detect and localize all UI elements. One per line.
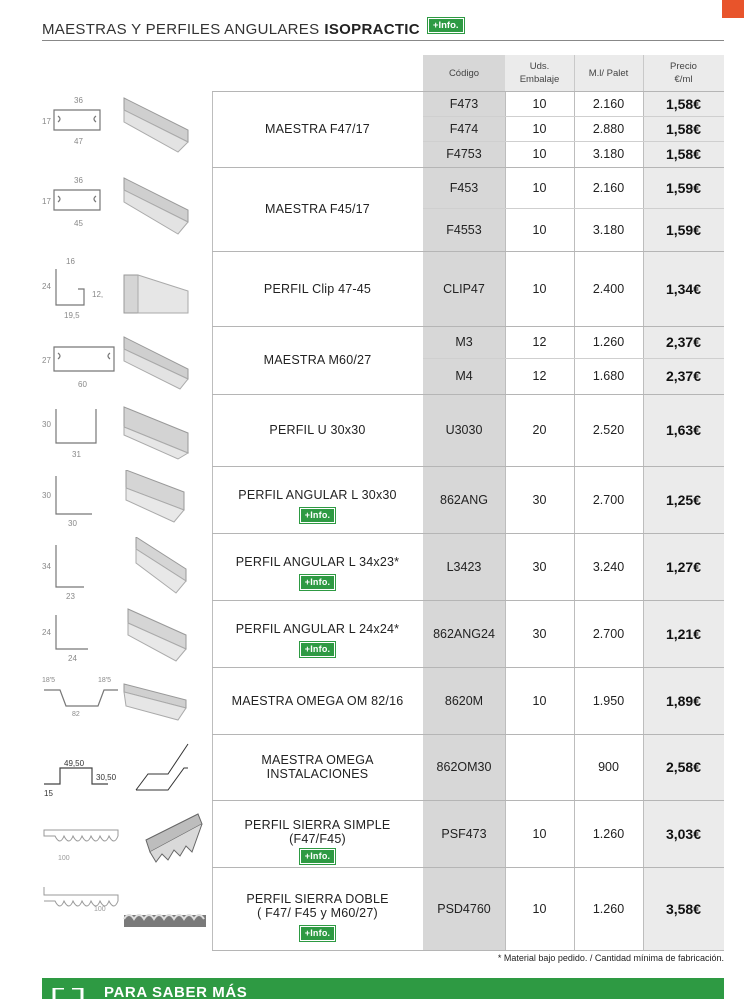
table-cell-uds: 10 bbox=[532, 222, 547, 237]
table-cell-uds: 12 bbox=[532, 369, 547, 383]
table-cell-uds: 20 bbox=[532, 423, 547, 437]
table-cell-uds bbox=[505, 734, 574, 800]
dim-label: 30 bbox=[42, 420, 51, 429]
dim-label: 24 bbox=[42, 282, 51, 291]
dim-label: 30 bbox=[68, 519, 77, 528]
table-cell-precio: 1,58€ bbox=[665, 146, 702, 162]
table-cell-precio: 2,37€ bbox=[665, 368, 702, 384]
product-info-badge[interactable]: +Info. bbox=[300, 926, 335, 941]
product-info-badge[interactable]: +Info. bbox=[300, 508, 335, 523]
table-cell-codigo: L3423 bbox=[446, 559, 482, 574]
table-cell-precio: 1,58€ bbox=[665, 95, 702, 112]
product-name: PERFIL U 30x30 bbox=[269, 423, 366, 437]
table-cell-uds: 10 bbox=[532, 121, 547, 136]
dim-label: 18'5 bbox=[98, 677, 112, 684]
table-cell-ml: 2.160 bbox=[592, 180, 625, 195]
table-cell-ml: 2.700 bbox=[592, 492, 625, 507]
column-header-codigo: Código bbox=[423, 55, 505, 91]
table-cell-codigo: M3 bbox=[455, 335, 473, 349]
profile-omega-instalaciones-drawing bbox=[38, 740, 198, 800]
profile-u-30x30-drawing bbox=[38, 403, 198, 461]
product-name: PERFIL ANGULAR L 24x24* +Info. bbox=[212, 600, 423, 667]
table-cell-precio: 1,63€ bbox=[665, 422, 702, 438]
table-cell-ml: 2.880 bbox=[592, 121, 625, 136]
product-name: PERFIL ANGULAR L 34x23* +Info. bbox=[212, 533, 423, 600]
product-name: MAESTRA OMEGA INSTALACIONES bbox=[261, 753, 374, 781]
table-cell-precio: 1,25€ bbox=[665, 491, 702, 508]
page-title-bold: ISOPRACTIC bbox=[324, 20, 420, 38]
product-name: PERFIL Clip 47-45 bbox=[263, 281, 372, 296]
dim-label: 24 bbox=[42, 628, 51, 637]
dim-label: 34 bbox=[42, 562, 51, 571]
table-cell-uds: 30 bbox=[532, 492, 547, 507]
dim-label: 36 bbox=[74, 176, 83, 185]
table-cell-uds: 30 bbox=[532, 626, 547, 641]
column-header-separator bbox=[643, 55, 644, 91]
table-cell-ml: 900 bbox=[598, 760, 619, 774]
profile-angular-l-30x30-drawing bbox=[38, 470, 198, 530]
product-name: PERFIL ANGULAR L 30x30 +Info. bbox=[212, 466, 423, 533]
column-header-precio: Precio €/ml bbox=[643, 55, 724, 91]
dim-label: 15 bbox=[44, 789, 53, 798]
table-cell-ml: 2.520 bbox=[592, 423, 625, 437]
profile-angular-l-24x24-drawing bbox=[38, 605, 198, 665]
table-cell-uds: 10 bbox=[532, 147, 547, 161]
para-saber-mas-banner bbox=[42, 978, 724, 999]
table-cell-uds: 30 bbox=[532, 559, 547, 574]
table-bottom-border bbox=[212, 950, 724, 951]
dim-label: 45 bbox=[74, 219, 83, 228]
profile-clip-47-45-drawing bbox=[38, 255, 198, 323]
table-cell-precio: 2,58€ bbox=[665, 759, 702, 775]
table-cell-codigo: F453 bbox=[449, 180, 479, 195]
page-title-light: MAESTRAS Y PERFILES ANGULARES bbox=[42, 20, 320, 38]
table-cell-codigo: U3030 bbox=[445, 423, 483, 437]
product-name: PERFIL SIERRA SIMPLE (F47/F45) +Info. bbox=[212, 800, 423, 867]
profile-omega-om-82-16-drawing bbox=[38, 672, 198, 730]
table-cell-ml: 3.240 bbox=[592, 559, 625, 574]
book-icon bbox=[52, 988, 84, 999]
table-cell-codigo: 862ANG24 bbox=[433, 626, 495, 641]
dim-label: 36 bbox=[74, 96, 83, 105]
corner-page-tab bbox=[722, 0, 744, 18]
dim-label: 47 bbox=[74, 137, 83, 146]
table-cell-ml: 3.180 bbox=[592, 147, 625, 161]
dim-label: 23 bbox=[66, 592, 75, 599]
table-cell-ml: 3.180 bbox=[592, 222, 625, 237]
dim-label: 12, bbox=[92, 290, 104, 299]
table-cell-codigo: F4553 bbox=[446, 222, 482, 237]
table-cell-precio: 1,21€ bbox=[665, 625, 702, 642]
dim-label: 100 bbox=[94, 906, 106, 913]
product-info-badge[interactable]: +Info. bbox=[300, 642, 335, 657]
table-cell-codigo: F4753 bbox=[446, 147, 482, 161]
product-info-badge[interactable]: +Info. bbox=[300, 849, 335, 864]
profile-f47-17-drawing bbox=[38, 92, 198, 162]
table-cell-codigo: 862OM30 bbox=[436, 760, 492, 774]
table-cell-uds: 10 bbox=[532, 281, 547, 296]
dim-label: 100 bbox=[58, 855, 70, 862]
table-cell-uds: 10 bbox=[532, 693, 547, 708]
dim-label: 30,50 bbox=[96, 773, 117, 782]
table-cell-codigo: 8620M bbox=[444, 693, 484, 708]
banner-title: PARA SABER MÁS bbox=[104, 984, 248, 999]
table-cell-codigo: CLIP47 bbox=[443, 281, 485, 296]
footnote: * Material bajo pedido. / Cantidad mínima de fabricación. bbox=[497, 953, 724, 963]
table-cell-precio: 1,58€ bbox=[665, 120, 702, 137]
product-name: MAESTRA F45/17 bbox=[265, 202, 370, 216]
table-cell-uds: 10 bbox=[532, 96, 547, 111]
table-cell-uds: 10 bbox=[532, 901, 547, 916]
table-cell-precio: 1,59€ bbox=[665, 221, 702, 238]
profile-m60-27-drawing bbox=[38, 335, 198, 393]
page-header bbox=[42, 17, 724, 41]
dim-label: 30 bbox=[42, 491, 51, 500]
dim-label: 27 bbox=[42, 356, 51, 365]
table-cell-ml: 1.950 bbox=[592, 693, 625, 708]
table-cell-ml: 2.700 bbox=[592, 626, 625, 641]
table-cell-codigo: 862ANG bbox=[440, 492, 488, 507]
table-cell-uds: 12 bbox=[532, 335, 547, 349]
product-name: MAESTRA M60/27 bbox=[263, 353, 372, 367]
product-name: MAESTRA F47/17 bbox=[265, 122, 370, 136]
column-header-separator bbox=[574, 55, 575, 91]
table-cell-codigo: PSD4760 bbox=[437, 901, 491, 916]
table-cell-ml: 1.260 bbox=[592, 826, 625, 841]
table-cell-ml: 2.400 bbox=[592, 281, 625, 296]
dim-label: 17 bbox=[42, 117, 51, 126]
profile-angular-l-34x23-drawing bbox=[38, 537, 198, 599]
product-info-badge[interactable]: +Info. bbox=[300, 575, 335, 590]
table-cell-ml: 2.160 bbox=[592, 96, 625, 111]
table-cell-ml: 1.680 bbox=[592, 369, 625, 383]
table-cell-ml: 1.260 bbox=[592, 901, 625, 916]
column-header-ml-palet: M.l/ Palet bbox=[574, 55, 643, 91]
table-cell-uds: 10 bbox=[532, 180, 547, 195]
table-cell-precio: 1,27€ bbox=[665, 558, 702, 575]
table-cell-precio: 2,37€ bbox=[665, 334, 702, 350]
table-cell-precio: 3,58€ bbox=[665, 900, 702, 917]
table-cell-codigo: PSF473 bbox=[441, 826, 487, 841]
table-cell-precio: 1,34€ bbox=[665, 280, 702, 297]
header-info-badge[interactable]: +Info. bbox=[428, 18, 464, 33]
product-name: MAESTRA OMEGA OM 82/16 bbox=[231, 693, 404, 708]
dim-label: 24 bbox=[68, 654, 77, 663]
dim-label: 60 bbox=[78, 380, 87, 389]
column-header-uds-embalaje: Uds. Embalaje bbox=[505, 55, 574, 91]
header-divider bbox=[42, 40, 724, 41]
table-cell-codigo: F473 bbox=[449, 96, 479, 111]
dim-label: 18'5 bbox=[42, 677, 56, 684]
product-name: PERFIL SIERRA DOBLE ( F47/ F45 y M60/27) +Info. bbox=[212, 867, 423, 950]
table-cell-precio: 3,03€ bbox=[665, 825, 702, 842]
table-cell-codigo: M4 bbox=[455, 369, 473, 383]
table-cell-ml: 1.260 bbox=[592, 335, 625, 349]
table-cell-precio: 1,59€ bbox=[665, 179, 702, 196]
dim-label: 82 bbox=[72, 711, 80, 718]
dim-label: 17 bbox=[42, 197, 51, 206]
profile-f45-17-drawing bbox=[38, 172, 198, 242]
table-cell-codigo: F474 bbox=[449, 121, 479, 136]
profile-sierra-simple-drawing bbox=[38, 810, 208, 865]
dim-label: 31 bbox=[72, 450, 81, 459]
dim-label: 16 bbox=[66, 257, 75, 266]
profile-sierra-doble-drawing bbox=[38, 877, 208, 937]
table-cell-precio: 1,89€ bbox=[665, 692, 702, 709]
dim-label: 19,5 bbox=[64, 311, 80, 320]
dim-label: 49,50 bbox=[64, 759, 85, 768]
table-cell-uds: 10 bbox=[532, 826, 547, 841]
